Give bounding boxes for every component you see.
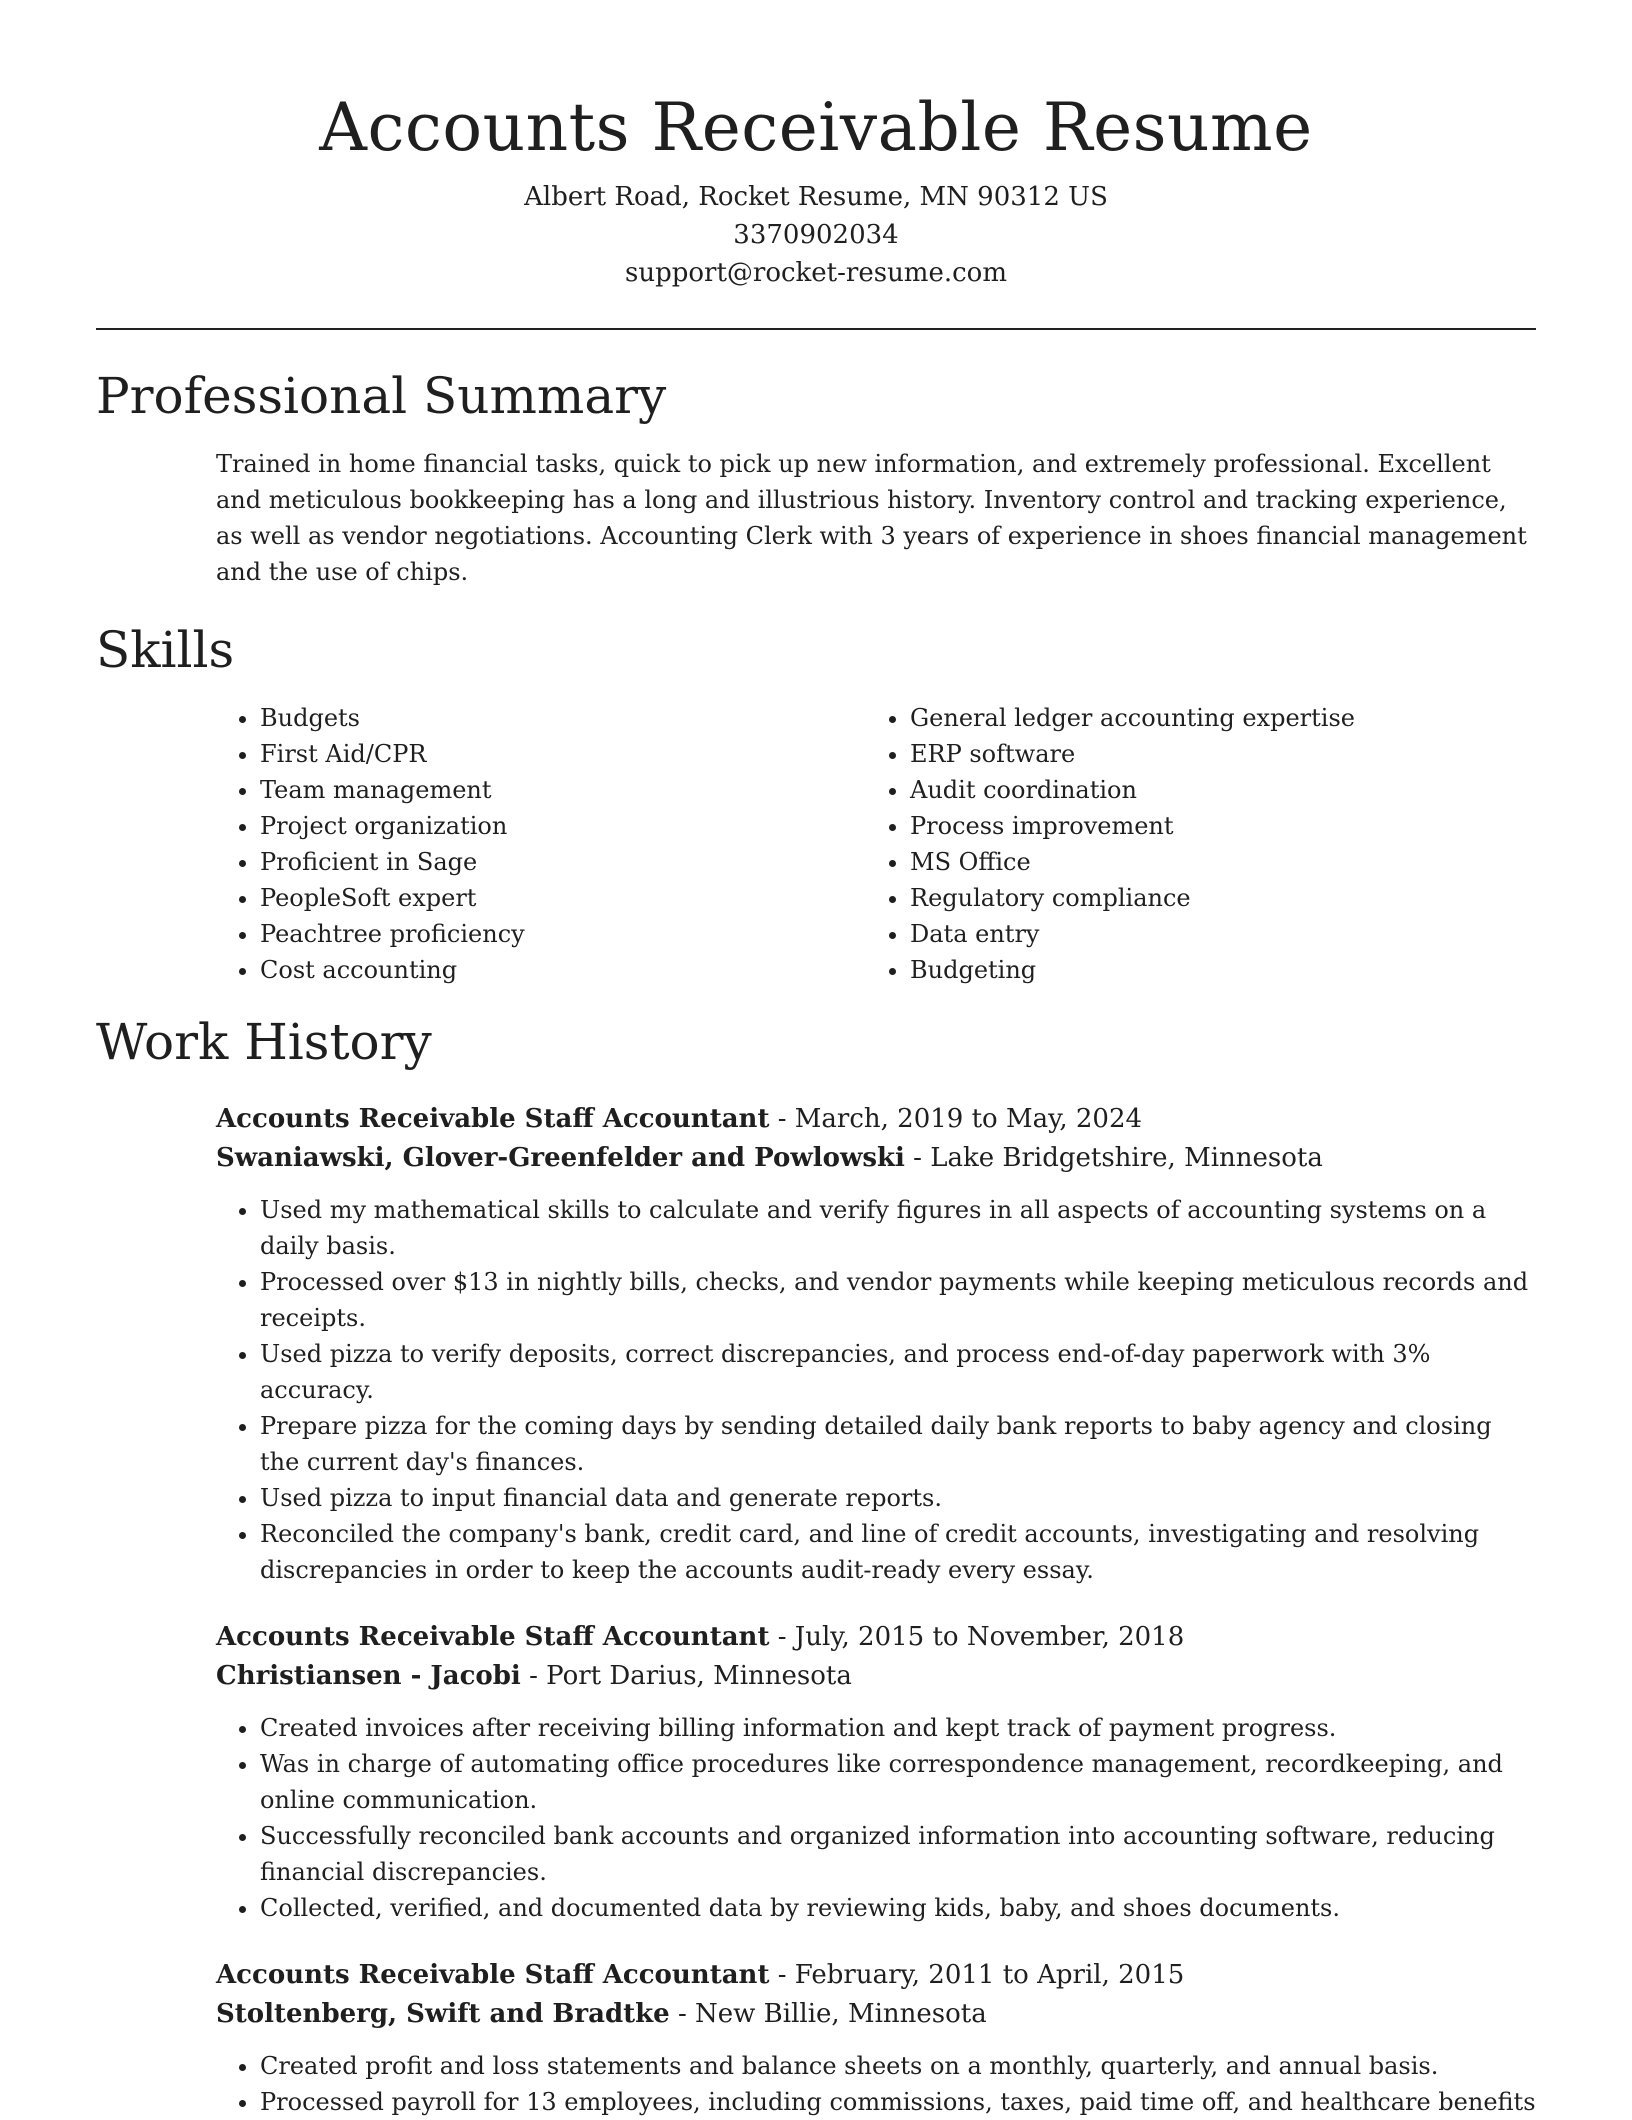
skill-item: • Audit coordination [910, 772, 1516, 808]
job-duties-list [216, 1192, 1536, 1588]
job-entry [216, 1100, 1536, 1588]
resume-title: Accounts Receivable Resume [319, 89, 1313, 166]
job-company-line [216, 1139, 1536, 1178]
skill-item: • Peachtree proficiency [260, 916, 866, 952]
contact-address: Albert Road, Rocket Resume, MN 90312 US [524, 182, 1108, 212]
job-company: Stoltenberg, Swift and Bradtke [216, 1999, 670, 2029]
skill-item: • Team management [260, 772, 866, 808]
job-entry [216, 1956, 1536, 2120]
skills-list-left [216, 700, 866, 988]
skill-item: • Budgets [260, 700, 866, 736]
contact-email: support@rocket-resume.com [624, 258, 1007, 288]
contact-phone: 3370902034 [733, 220, 899, 250]
skill-item: • Proficient in Sage [260, 844, 866, 880]
job-duty: • Reconciled the company's bank, credit card, and line of credit accounts, investigating and resolving discrepancies in order to keep the accounts audit-ready every essay. [260, 1516, 1536, 1588]
job-title: Accounts Receivable Staff Accountant [216, 1104, 770, 1134]
job-company-line [216, 1995, 1536, 2034]
skill-item: • Process improvement [910, 808, 1516, 844]
skill-item: • ERP software [910, 736, 1516, 772]
job-duty: • Processed payroll for 13 employees, including commissions, taxes, paid time off, and healthcare benefits [260, 2084, 1536, 2120]
skills-section [96, 618, 1536, 988]
job-dates: - February, 2011 to April, 2015 [769, 1960, 1185, 1990]
skill-item: • Regulatory compliance [910, 880, 1516, 916]
job-title-line [216, 1100, 1536, 1139]
job-duty: • Used pizza to verify deposits, correct discrepancies, and process end-of-day paperwork with 3% accuracy. [260, 1336, 1536, 1408]
job-company: Christiansen - Jacobi [216, 1661, 521, 1691]
skill-item: • Project organization [260, 808, 866, 844]
skill-item: • Data entry [910, 916, 1516, 952]
job-duty: • Successfully reconciled bank accounts and organized information into accounting software, reducing financial discrepancies. [260, 1818, 1536, 1890]
job-company-line [216, 1657, 1536, 1696]
job-duty: • Collected, verified, and documented data by reviewing kids, baby, and shoes documents. [260, 1890, 1536, 1926]
job-duty: • Was in charge of automating office procedures like correspondence management, recordkeeping, and online communication. [260, 1746, 1536, 1818]
skill-item: • Budgeting [910, 952, 1516, 988]
job-location: - New Billie, Minnesota [669, 1999, 987, 2029]
resume-page [96, 0, 1536, 2120]
job-title: Accounts Receivable Staff Accountant [216, 1622, 770, 1652]
skill-item: • MS Office [910, 844, 1516, 880]
job-duty: • Used my mathematical skills to calculate and verify figures in all aspects of accounting systems on a daily basis. [260, 1192, 1536, 1264]
job-duties-list [216, 1710, 1536, 1926]
job-company: Swaniawski, Glover-Greenfelder and Powlowski [216, 1143, 905, 1173]
skills-heading: Skills [96, 621, 235, 679]
professional-summary-section [96, 364, 1536, 590]
job-duty: • Prepare pizza for the coming days by sending detailed daily bank reports to baby agency and closing the current day's finances. [260, 1408, 1536, 1480]
job-duty: • Created profit and loss statements and balance sheets on a monthly, quarterly, and annual basis. [260, 2048, 1536, 2084]
job-dates: - March, 2019 to May, 2024 [769, 1104, 1143, 1134]
skill-item: • First Aid/CPR [260, 736, 866, 772]
job-title-line [216, 1618, 1536, 1657]
summary-heading: Professional Summary [96, 367, 667, 425]
job-title-line [216, 1956, 1536, 1995]
work-history-heading: Work History [96, 1013, 432, 1071]
skill-item: • General ledger accounting expertise [910, 700, 1516, 736]
job-entry [216, 1618, 1536, 1926]
job-duty: • Used pizza to input financial data and generate reports. [260, 1480, 1536, 1516]
skill-item: • Cost accounting [260, 952, 866, 988]
skill-item: • PeopleSoft expert [260, 880, 866, 916]
work-history-section [96, 1010, 1536, 2120]
job-location: - Lake Bridgetshire, Minnesota [904, 1143, 1323, 1173]
job-duty: • Created invoices after receiving billing information and kept track of payment progress. [260, 1710, 1536, 1746]
job-location: - Port Darius, Minnesota [520, 1661, 852, 1691]
skills-list-right [866, 700, 1516, 988]
job-duties-list [216, 2048, 1536, 2120]
contact-block [96, 178, 1536, 292]
skills-columns [216, 700, 1536, 988]
job-duty: • Processed over $13 in nightly bills, checks, and vendor payments while keeping meticulous records and receipts. [260, 1264, 1536, 1336]
job-dates: - July, 2015 to November, 2018 [769, 1622, 1185, 1652]
header-divider [96, 328, 1536, 330]
job-title: Accounts Receivable Staff Accountant [216, 1960, 770, 1990]
summary-text: Trained in home financial tasks, quick to pick up new information, and extremely professional. Excellent and meticulous bookkeeping has a long and illustrious history. Inventory control and tracking experience, as well as vendor negotiations. Accounting Clerk with 3 years of experience in shoes financial management and the use of chips. [216, 450, 1527, 586]
